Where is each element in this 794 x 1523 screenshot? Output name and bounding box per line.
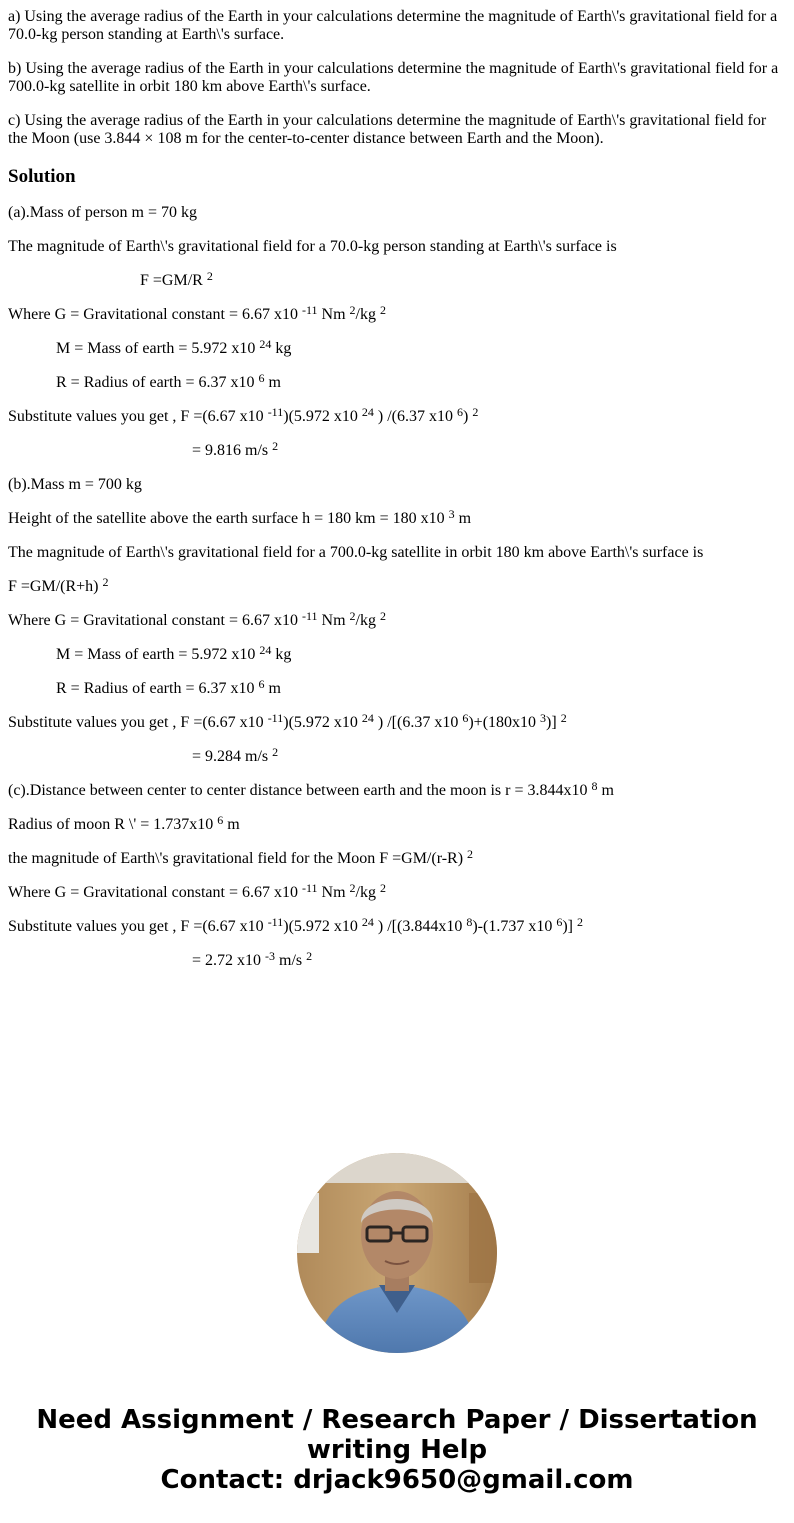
c-result: = 2.72 x10 $^{-3}$ m/s $^2$: [192, 949, 313, 969]
author-portrait-icon: [297, 1153, 497, 1353]
question-a: a) Using the average radius of the Earth in your calculations determine the magnitude of Earth\'s gravitational field for a 70.0-kg person standing at Earth\'s surface.: [8, 8, 778, 43]
b-r-definition: R = Radius of earth = 6.37 x10 $^6$ m: [56, 677, 281, 697]
c-intro: the magnitude of Earth\'s gravitational field for the Moon F =GM/(r-R) $^2$: [8, 847, 474, 867]
question-b: b) Using the average radius of the Earth in your calculations determine the magnitude of Earth\'s gravitational field for a 700.0-kg satellite in orbit 180 km above Earth\'s surface.: [8, 60, 779, 95]
c-substitution: Substitute values you get , F =(6.67 x10 $^{-11}$)(5.972 x10 $^{24}$ ) /[(3.844x10 $^8$)-(1.737 x10 $^6$)] $^2$: [8, 915, 583, 935]
a-g-definition: Where G = Gravitational constant = 6.67 x10 $^{-11}$ Nm $^2$/kg $^2$: [8, 303, 386, 323]
a-r-definition: R = Radius of earth = 6.37 x10 $^6$ m: [56, 371, 281, 391]
b-m-definition: M = Mass of earth = 5.972 x10 $^{24}$ kg: [56, 643, 292, 663]
a-mass-line: (a).Mass of person m = 70 kg: [8, 204, 197, 221]
promo-contact-line: Contact: drjack9650@gmail.com: [160, 1465, 634, 1495]
b-intro: The magnitude of Earth\'s gravitational field for a 700.0-kg satellite in orbit 180 km above Earth\'s surface is: [8, 544, 704, 561]
a-intro: The magnitude of Earth\'s gravitational field for a 70.0-kg person standing at Earth\'s surface is: [8, 238, 617, 255]
c-g-definition: Where G = Gravitational constant = 6.67 x10 $^{-11}$ Nm $^2$/kg $^2$: [8, 881, 386, 901]
promo-line-2: writing Help: [306, 1435, 488, 1465]
a-result: = 9.816 m/s $^2$: [192, 439, 279, 459]
a-formula: F =GM/R $^2$: [140, 269, 213, 289]
a-m-definition: M = Mass of earth = 5.972 x10 $^{24}$ kg: [56, 337, 292, 357]
question-c: c) Using the average radius of the Earth in your calculations determine the magnitude of Earth\'s gravitational field for the Moon (use 3.844 × 108 m for the center-to-center distance between Earth and the Moon).: [8, 112, 767, 147]
solution-heading: Solution: [8, 166, 76, 187]
promo-line-1: Need Assignment / Research Paper / Dissertation: [36, 1405, 758, 1435]
b-substitution: Substitute values you get , F =(6.67 x10 $^{-11}$)(5.972 x10 $^{24}$ ) /[(6.37 x10 $^6$)+(180x10 $^3$)] $^2$: [8, 711, 567, 731]
b-mass-line: (b).Mass m = 700 kg: [8, 476, 142, 493]
author-avatar: [297, 1153, 497, 1353]
b-height-line: Height of the satellite above the earth surface h = 180 km = 180 x10 $^3$ m: [8, 507, 472, 527]
c-distance-line: (c).Distance between center to center distance between earth and the moon is r = 3.844x10 $^8$ m: [8, 779, 614, 799]
b-g-definition: Where G = Gravitational constant = 6.67 x10 $^{-11}$ Nm $^2$/kg $^2$: [8, 609, 386, 629]
a-substitution: Substitute values you get , F =(6.67 x10 $^{-11}$)(5.972 x10 $^{24}$ ) /(6.37 x10 $^6$) $^2$: [8, 405, 479, 425]
b-result: = 9.284 m/s $^2$: [192, 745, 279, 765]
promo-footer: [0, 1405, 794, 1495]
b-formula: F =GM/(R+h) $^2$: [8, 575, 109, 595]
c-radius-line: Radius of moon R \' = 1.737x10 $^6$ m: [8, 813, 240, 833]
